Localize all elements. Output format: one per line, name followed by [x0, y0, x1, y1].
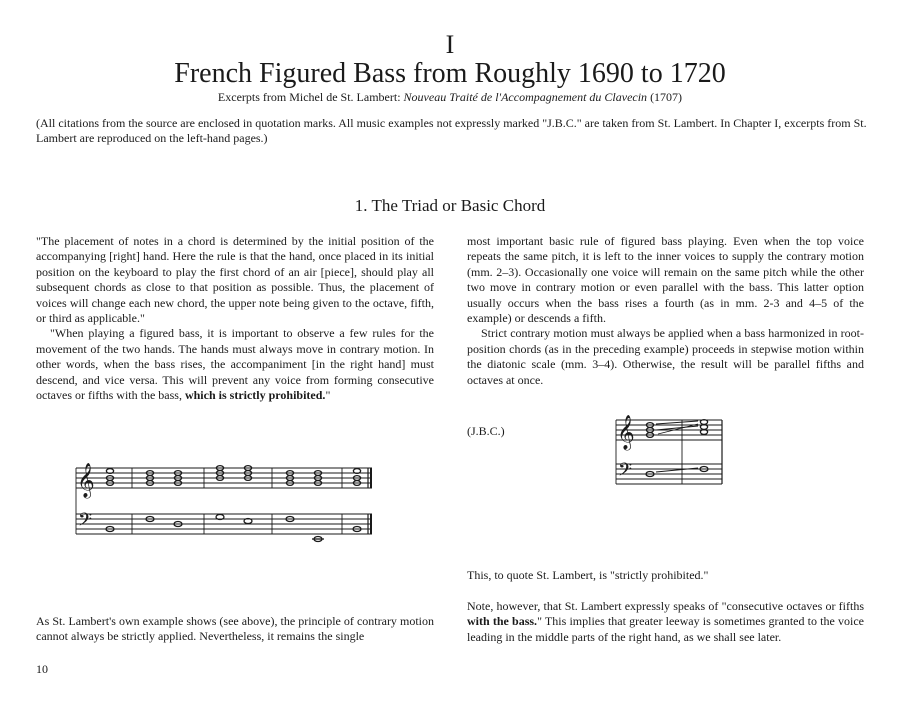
right-paragraph-4: [467, 599, 864, 645]
bass-notes: [106, 515, 361, 542]
right-column-bottom: [467, 599, 864, 645]
right-paragraph-4-start: Note, however, that St. Lambert expressly speaks of "consecutive octaves or fifths: [467, 599, 864, 613]
right-column-middle: [467, 568, 864, 583]
page-number: 10: [36, 662, 48, 676]
subtitle: [0, 89, 900, 105]
subtitle-prefix: Excerpts from Michel de St. Lambert:: [217, 90, 404, 104]
right-paragraph-1: most important basic rule of figured bass playing. Even when the top voice repeats the same pitch, it is left to the inner voices to supply the contrary motion (mm. 2–3). Occasionally one voice will remain on the same pitch while the other two move in contrary motion or even parallel with the bass. This latter option usually occurs when the bass rises a fourth (as in mm. 2-3 and 4–5 of the example) or descends a fifth.: [467, 234, 864, 326]
left-paragraph-2-start: "When playing a figured bass, it is important to observe a few rules for the movement of the two hands. The hands must always move in contrary motion. In other words, when the bass rises, the accompaniment [in the right hand] must descend, and vice versa. This will prevent any voice from forming consecutive octaves or fifths with the bass,: [36, 326, 434, 403]
left-paragraph-2-end: ": [325, 388, 331, 403]
right-paragraph-4-bold: with the bass.: [467, 614, 538, 629]
treble-chords: [106, 466, 360, 486]
left-column-top: [36, 234, 434, 403]
left-paragraph-3: As St. Lambert's own example shows (see above), the principle of contrary motion cannot always be strictly applied. Nevertheless, it remains the single: [36, 614, 434, 644]
music-example-jbc: [614, 412, 726, 492]
right-paragraph-4-end: " This implies that greater leeway is sometimes granted to the voice leading in the middle parts of the right hand, as we shall see later.: [467, 614, 865, 644]
page-title: French Figured Bass from Roughly 1690 to 1720: [174, 58, 726, 89]
right-column-top: [467, 234, 864, 388]
intro-note: (All citations from the source are enclosed in quotation marks. All music examples not expressly marked "J.B.C." are taken from St. Lambert. In Chapter I, excerpts from St. Lambert are reproduced on the left-hand pages.): [36, 116, 867, 145]
subtitle-work: Nouveau Traité de l'Accompagnement du Clavecin: [403, 90, 648, 104]
treble-clef-icon: 𝄞: [77, 463, 95, 498]
treble-clef-icon: 𝄞: [617, 415, 635, 450]
bass-clef-icon: 𝄢: [78, 510, 93, 535]
section-title: 1. The Triad or Basic Chord: [354, 196, 546, 215]
left-paragraph-1: "The placement of notes in a chord is determined by the initial position of the accompanying [right] hand. Here the rule is that the hand, once placed in its initial position on the keyboard to play the first chord of an air [piece], should play all subsequent chords as close to that position as possible. Thus, the placement of voices will change each new chord, the upper note being given to the octave, fifth, or third as applicable.": [36, 234, 434, 326]
left-paragraph-2-bold: which is strictly prohibited.: [184, 388, 326, 403]
jbc-label: (J.B.C.): [467, 424, 505, 438]
chapter-number: I: [445, 30, 455, 59]
right-paragraph-3: This, to quote St. Lambert, is "strictly prohibited.": [467, 568, 709, 582]
music-example-st-lambert: [74, 462, 376, 550]
left-paragraph-2: [36, 326, 434, 403]
right-paragraph-2: Strict contrary motion must always be applied when a bass harmonized in root-position chords (as in the preceding example) proceeds in stepwise motion within the diatonic scale (mm. 3–4). Otherwise, the result will be parallel fifths and octaves at once.: [467, 326, 864, 387]
subtitle-year: (1707): [647, 90, 683, 104]
left-column-bottom: [36, 614, 434, 645]
bass-clef-icon: 𝄢: [618, 460, 633, 485]
